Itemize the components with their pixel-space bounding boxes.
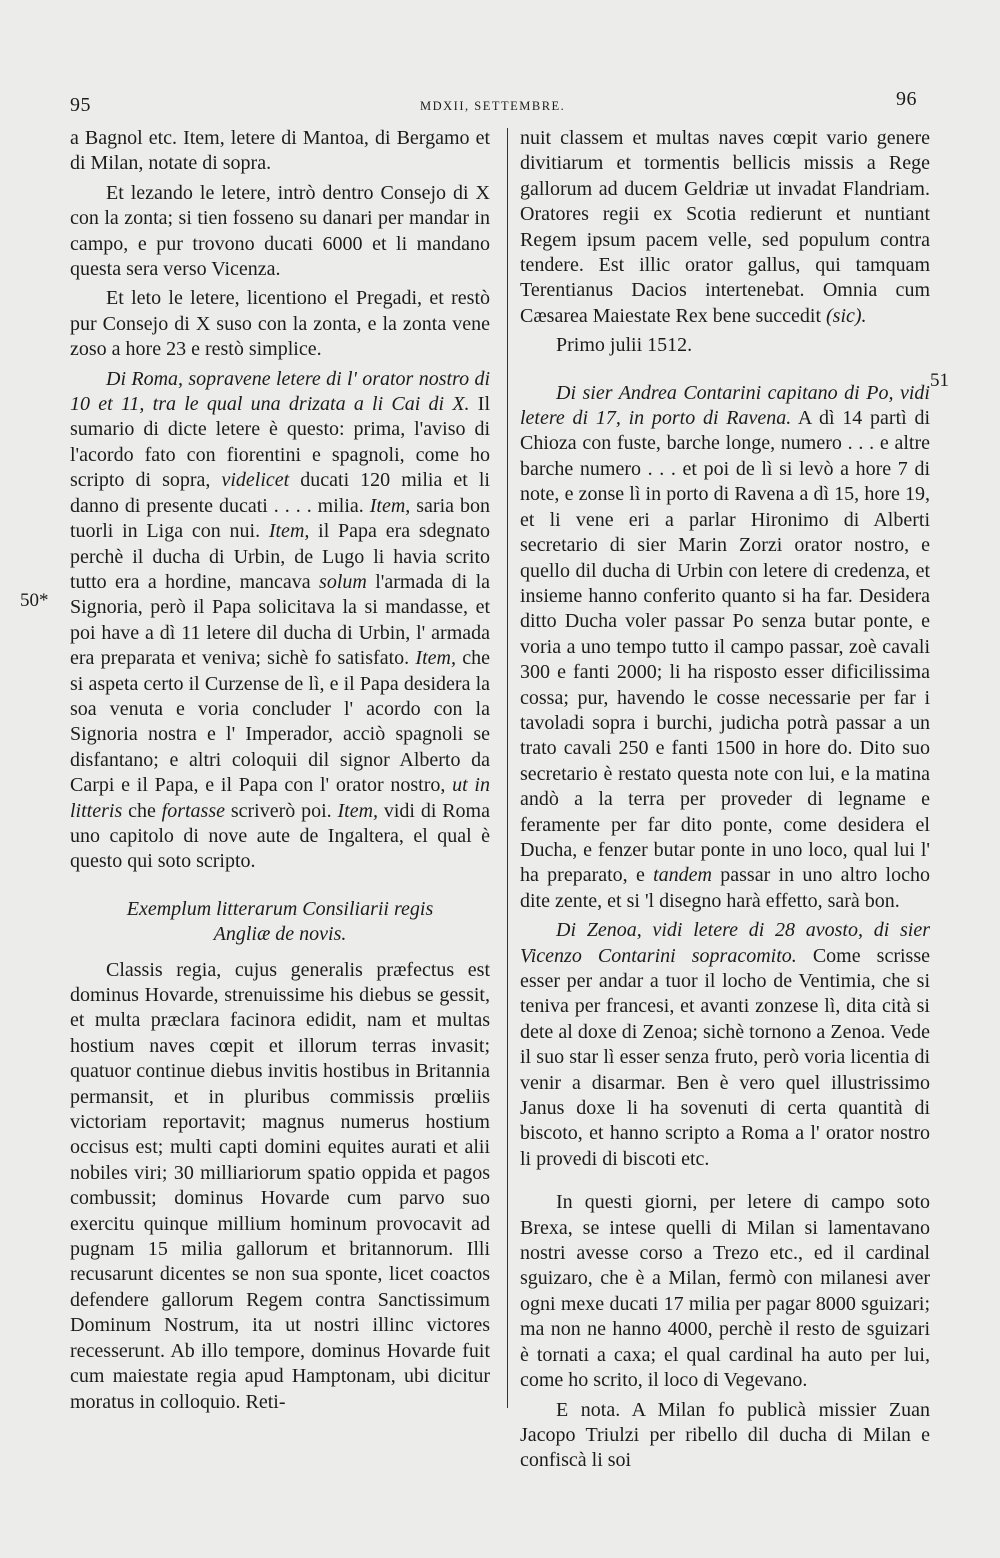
left-column bbox=[70, 126, 490, 1419]
left-paragraph-2: Et lezando le letere, intrò dentro Consejo di X con la zonta; si tien fosseno su danari per mandar in campo, e pur trovono ducati 6000 et li mandano questa sera verso Vicenza. bbox=[70, 181, 490, 281]
right-paragraph-6: E nota. A Milan fo publicà missier Zuan Jacopo Triulzi per ribello dil ducha di Milan e confiscà li soi bbox=[520, 1398, 930, 1472]
left-paragraph-1: a Bagnol etc. Item, letere di Mantoa, di Bergamo et di Milan, notate di sopra. bbox=[70, 127, 490, 175]
section-heading: Exemplum litterarum Consiliarii regis Angliæ de novis. bbox=[126, 897, 434, 946]
page-number-right: 96 bbox=[896, 88, 917, 110]
right-paragraph-1: nuit classem et multas naves cœpit vario genere divitiarum et tormentis bellicis missis a Rege gallorum ad ducem Geldriæ ut invadat Flandriam. Oratores regii ex Scotia redierunt et nuntiant Regem ipsum pacem velle, sed populum contra tendere. Est illic orator gallus, qui tamquam Terentianus Dacios intertenebat. Omnia cum Cæsarea Maiestate Rex bene succedit (sic). bbox=[520, 127, 930, 327]
margin-number-left: 50* bbox=[20, 590, 49, 611]
date-line: Primo julii 1512. bbox=[556, 334, 693, 357]
right-paragraph-3: Di sier Andrea Contarini capitano di Po, vidi letere di 17, in porto di Ravena. A dì 14 partì di Chioza con fuste, barche longe, numero . . . e altre barche numero . . . et poi de lì si levò a hore 7 di note, e zonse lì in porto di Ravena a dì 15, hore 19, et li vene eri a parlar Hironimo di Alberti secretario di sier Marin Zorzi orator nostro, e quello dil ducha di Urbin con letere di credenza, et insieme hanno conferito quanto si ha far. Desidera ditto Ducha voler passar Po senza butar ponte, e voria a uno tempo tutto il campo passar, zoè cavali 300 e fanti 2000; li ha risposto esser dificilissima cossa; pur, havendo le cosse necessarie per far i tavoladi sopra i burchi, judicha potrà passar a un trato cavali 250 e fanti 1500 in hore do. Dito suo secretario è restato questa note con lui, e la matina andò a la terra per proveder di legname e feramente per far dito ponte, come desidera el Ducha, e fenzer butar ponte in uno loco, qual lui l' ha preparato, e tandem passar in uno altro locho dite zente, et si 'l disegno harà effetto, sarà bon. bbox=[520, 381, 931, 912]
margin-number-right: 51 bbox=[930, 370, 949, 391]
left-paragraph-3: Et leto le letere, licentiono el Pregadi, et restò pur Consejo di X suso con la zonta, e la zonta vene zoso a hore 23 e restò simplice. bbox=[70, 287, 490, 361]
right-column bbox=[520, 126, 930, 1478]
letter-heading-zenoa: Di Zenoa, vidi letere di 28 avosto, di sier Vicenzo Contarini sopracomito. bbox=[520, 919, 930, 967]
letter-heading-rome: Di Roma, sopravene letere di l' orator nostro di 10 et 11, tra le qual una drizata a li Cai di X. bbox=[70, 367, 490, 416]
running-title: MDXII, SETTEMBRE. bbox=[420, 99, 566, 113]
column-divider bbox=[507, 128, 508, 1408]
left-paragraph-4: Di Roma, sopravene letere di l' orator nostro di 10 et 11, tra le qual una drizata a li Cai di X. Il sumario di dicte letere è questo: prima, l'aviso di l'acordo fato con fiorentini e spagnoli, come ho scripto di sopra, videlicet ducati 120 milia et li danno di presente ducati . . . . milia. Item, saria bon tuorli in Liga con nui. Item, il Papa era sdegnato perchè il ducha di Urbin, de Lugo li havia scrito tutto era a hordine, mancava solum l'armada di la Signoria, però il Papa solicitava la si mandasse, et poi have a dì 11 letere dil ducha di Urbin, l' armada era preparata et veniva; sichè fo satisfato. Item, che si aspeta certo il Curzense de lì, e il Papa desidera la soa venuta e voria concluder l' acordo con la Signoria nostra e l' Imperador, acciò spagnoli se disfantano; e altri coloquii dil signor Alberto da Carpi e il Papa, e il Papa con l' orator nostro, ut in litteris che fortasse scriverò poi. Item, vidi di Roma uno capitolo di nove aute de Ingaltera, el qual è questo qui soto scripto. bbox=[70, 367, 490, 873]
right-paragraph-5: In questi giorni, per letere di campo soto Brexa, se intese quelli di Milan si lamentavano nostri avesse corso a Trezo etc., ed il cardinal sguizaro, che è a Milan, fermò con milanesi aver ogni mexe ducati 17 milia per pagar 8000 sguizari; ma non ne hanno 4000, perchè il resto de sguizari è tornati a caxa; el qual cardinal ha auto per lui, come ho scrito, il loco di Vegevano. bbox=[520, 1191, 930, 1392]
left-paragraph-5: Classis regia, cujus generalis præfectus est dominus Hovarde, strenuissime his diebus se gessit, et multa præclara facinora edidit, nam et multas hostium naves cœpit et illorum terras invasit; quatuor continue diebus invitis hostibus in Britannia permansit, et in pluribus commissis prœliis victoriam reportavit; magnus numerus hostium occisus est; multi capti domini equites aurati et alii nobiles viri; 30 milliariorum spatio oppida et pagos combussit; dominus Hovarde cum parvo suo exercitu quinque millium hominum provocavit ad pugnam 15 milia gallorum et britannorum. Illi recusarunt dicentes se non sua sponte, licet coactos defendere gallorum Regem contra Sanctissimum Dominum Nostrum, ita ut nostri illinc victores recesserunt. Ab illo tempore, dominus Hovarde fuit cum maiestate regia apud Hamptonam, ubi dicitur moratus in colloquio. Reti- bbox=[70, 958, 490, 1413]
right-paragraph-4: Di Zenoa, vidi letere di 28 avosto, di sier Vicenzo Contarini sopracomito. Come scrisse esser per andar a tuor il locho de Ventimia, che si teniva per francesi, et avanti zonzese lì, dita cità si dete al doxe di Zenoa; sichè tornono a Zenoa. Vede il suo star lì esser senza fruto, però voria licentia di venir a disarmar. Ben è vero quel illustrissimo Janus doxe li ha sovenuti di certa quantità di biscoto, et hanno scripto a Roma a l' orator nostro li provedi di biscoti etc. bbox=[520, 919, 930, 1170]
letter-heading-po: Di sier Andrea Contarini capitano di Po, vidi letere di 17, in porto di Ravena. bbox=[520, 381, 930, 430]
page-number-left: 95 bbox=[70, 94, 91, 116]
